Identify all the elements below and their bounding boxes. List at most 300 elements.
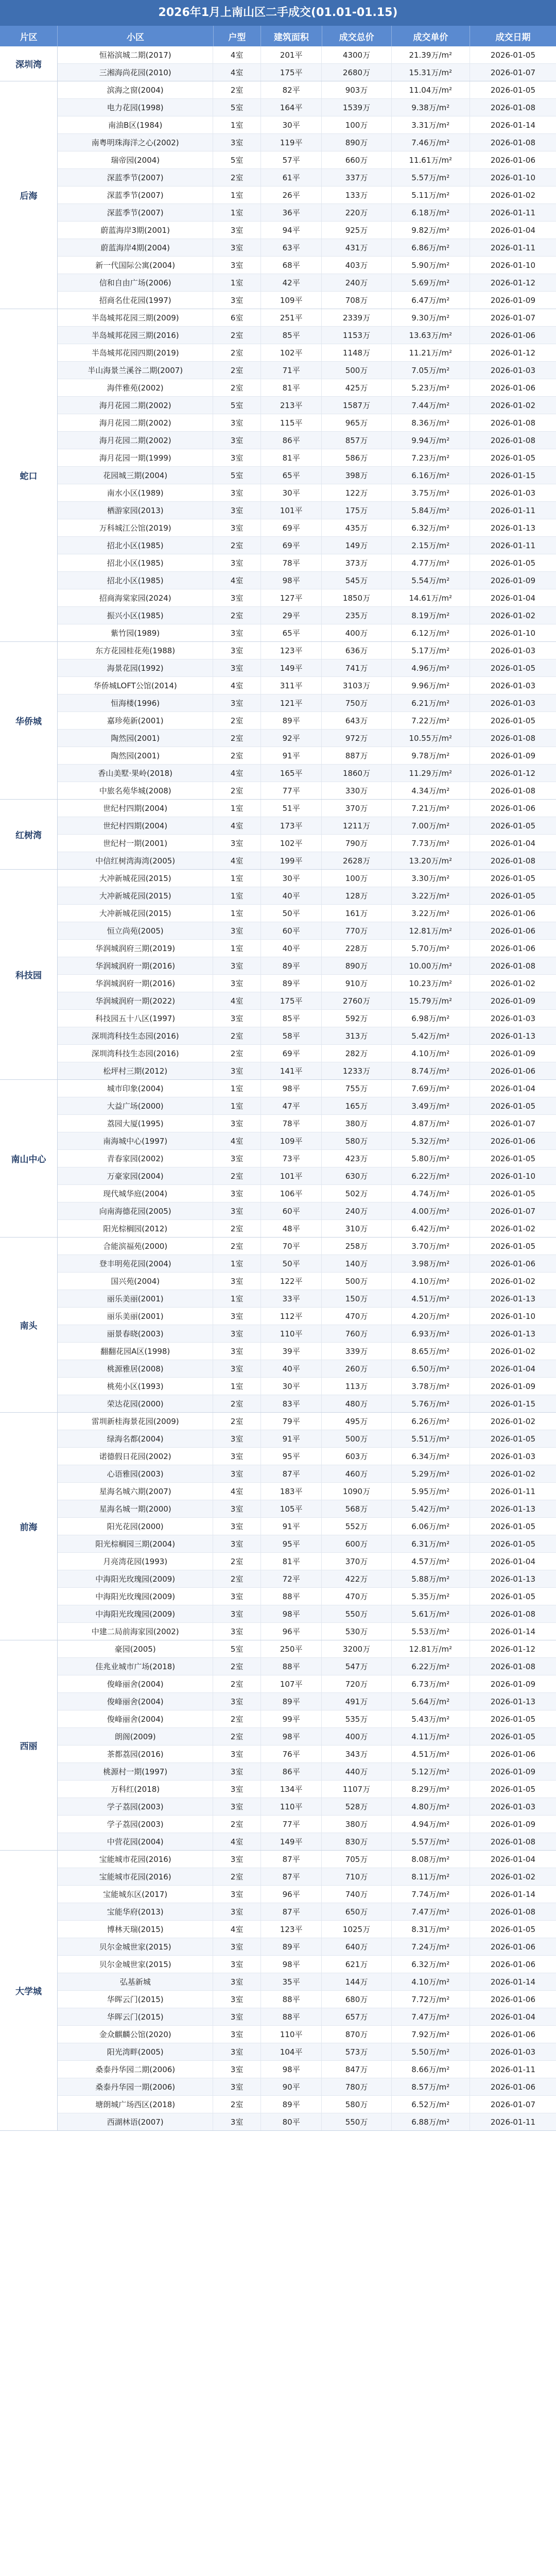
table-row <box>58 1325 556 1343</box>
cell-community: 星海名城一期(2000) <box>58 1500 213 1517</box>
cell-unit-price: 4.51万/m² <box>392 1290 470 1307</box>
cell-date: 2026-01-06 <box>490 330 536 340</box>
cell-community: 学子荔园(2003) <box>58 1798 213 1815</box>
cell-total-price: 1211万 <box>322 817 391 834</box>
cell-date: 2026-01-09 <box>490 1381 536 1391</box>
cell-community: 雷圳新桂海景花园(2009) <box>58 1413 213 1430</box>
cell-total-price: 100万 <box>322 116 391 133</box>
cell-total-price: 337万 <box>322 169 391 186</box>
cell-total-price: 755万 <box>322 1080 391 1097</box>
cell-community: 恒立尚苑(2005) <box>58 922 213 939</box>
cell-date: 2026-01-10 <box>490 1171 536 1181</box>
cell-community: 城市印象(2004) <box>58 1080 213 1097</box>
cell-layout: 3室 <box>213 257 261 274</box>
cell-community: 豪园(2005) <box>58 1640 213 1657</box>
table-row <box>58 1132 556 1150</box>
cell-unit-price: 5.42万/m² <box>392 1027 470 1044</box>
district-name: 西丽 <box>0 1640 58 1850</box>
table-row <box>58 2061 556 2078</box>
cell-area: 58平 <box>261 1027 322 1044</box>
cell-area: 61平 <box>261 169 322 186</box>
cell-date: 2026-01-03 <box>490 646 536 655</box>
cell-date: 2026-01-09 <box>490 575 536 585</box>
cell-date: 2026-01-06 <box>490 1994 536 2004</box>
cell-layout: 1室 <box>213 1255 261 1272</box>
cell-area: 164平 <box>261 99 322 116</box>
table-row <box>58 344 556 362</box>
cell-date: 2026-01-06 <box>490 1066 536 1076</box>
cell-unit-price: 7.00万/m² <box>392 817 470 834</box>
cell-layout: 2室 <box>213 1220 261 1237</box>
cell-community: 招北小区(1985) <box>58 554 213 571</box>
table-row <box>58 1973 556 1991</box>
cell-total-price: 150万 <box>322 1290 391 1307</box>
cell-layout: 1室 <box>213 905 261 922</box>
cell-date: 2026-01-15 <box>490 1399 536 1409</box>
cell-community: 东方花园桂花苑(1988) <box>58 642 213 659</box>
table-row <box>58 1921 556 1938</box>
cell-total-price: 710万 <box>322 1868 391 1885</box>
cell-date: 2026-01-02 <box>490 400 536 410</box>
cell-layout: 1室 <box>213 1378 261 1395</box>
cell-date: 2026-01-11 <box>490 2064 536 2074</box>
cell-date: 2026-01-04 <box>490 838 536 848</box>
cell-community: 万科红(2018) <box>58 1781 213 1798</box>
cell-community: 翻翻花园A区(1998) <box>58 1343 213 1360</box>
cell-layout: 2室 <box>213 1553 261 1570</box>
cell-community: 深圳湾科技生态园(2016) <box>58 1027 213 1044</box>
cell-layout: 1室 <box>213 274 261 291</box>
cell-unit-price: 5.50万/m² <box>392 2043 470 2060</box>
cell-area: 112平 <box>261 1308 322 1325</box>
cell-date: 2026-01-04 <box>490 1556 536 1566</box>
table-row <box>58 940 556 957</box>
cell-layout: 1室 <box>213 870 261 887</box>
cell-unit-price: 8.74万/m² <box>392 1062 470 1079</box>
cell-total-price: 235万 <box>322 607 391 624</box>
cell-total-price: 2760万 <box>322 992 391 1009</box>
cell-layout: 3室 <box>213 1500 261 1517</box>
cell-community: 登丰明苑花园(2004) <box>58 1255 213 1272</box>
cell-total-price: 423万 <box>322 1150 391 1167</box>
cell-date: 2026-01-08 <box>490 435 536 445</box>
cell-area: 70平 <box>261 1238 322 1255</box>
cell-community: 贝尔金城世家(2015) <box>58 1956 213 1973</box>
cell-total-price: 175万 <box>322 502 391 519</box>
cell-community: 向南海德花园(2005) <box>58 1202 213 1219</box>
cell-total-price: 260万 <box>322 1360 391 1377</box>
cell-community: 塘朗城广场西区(2018) <box>58 2096 213 2113</box>
cell-layout: 2室 <box>213 712 261 729</box>
cell-total-price: 500万 <box>322 1273 391 1290</box>
cell-community: 贝尔金城世家(2015) <box>58 1938 213 1955</box>
cell-unit-price: 6.32万/m² <box>392 1956 470 1973</box>
cell-unit-price: 5.88万/m² <box>392 1570 470 1587</box>
cell-area: 79平 <box>261 1413 322 1430</box>
cell-unit-price: 5.35万/m² <box>392 1588 470 1605</box>
cell-community: 中信红树湾海湾(2005) <box>58 852 213 869</box>
table-row <box>58 379 556 397</box>
cell-layout: 3室 <box>213 1623 261 1640</box>
cell-layout: 3室 <box>213 2078 261 2095</box>
cell-unit-price: 5.32万/m² <box>392 1132 470 1149</box>
cell-total-price: 830万 <box>322 1833 391 1850</box>
cell-layout: 1室 <box>213 1290 261 1307</box>
cell-layout: 4室 <box>213 572 261 589</box>
cell-date: 2026-01-05 <box>490 1154 536 1163</box>
cell-community: 海月花园二期(2002) <box>58 432 213 449</box>
cell-total-price: 903万 <box>322 81 391 98</box>
cell-area: 69平 <box>261 537 322 554</box>
cell-area: 30平 <box>261 870 322 887</box>
cell-layout: 3室 <box>213 1535 261 1552</box>
cell-total-price: 535万 <box>322 1710 391 1727</box>
cell-community: 滨海之窗(2004) <box>58 81 213 98</box>
cell-unit-price: 8.31万/m² <box>392 1921 470 1938</box>
cell-community: 荣达花园(2000) <box>58 1395 213 1412</box>
cell-area: 57平 <box>261 151 322 168</box>
cell-date: 2026-01-05 <box>490 716 536 725</box>
cell-community: 招商海棠家园(2024) <box>58 589 213 606</box>
cell-area: 87平 <box>261 1903 322 1920</box>
cell-total-price: 425万 <box>322 379 391 396</box>
table-row <box>58 1816 556 1833</box>
cell-area: 102平 <box>261 835 322 852</box>
cell-area: 149平 <box>261 659 322 676</box>
cell-layout: 2室 <box>213 1728 261 1745</box>
cell-area: 121平 <box>261 694 322 711</box>
cell-area: 87平 <box>261 1851 322 1868</box>
cell-unit-price: 6.88万/m² <box>392 2113 470 2130</box>
cell-date: 2026-01-05 <box>490 1101 536 1111</box>
cell-total-price: 573万 <box>322 2043 391 2060</box>
cell-community: 中旅名苑华城(2008) <box>58 782 213 799</box>
cell-date: 2026-01-06 <box>490 926 536 936</box>
cell-area: 96平 <box>261 1623 322 1640</box>
cell-area: 95平 <box>261 1448 322 1465</box>
cell-unit-price: 4.77万/m² <box>392 554 470 571</box>
cell-date: 2026-01-02 <box>490 1416 536 1426</box>
cell-layout: 2室 <box>213 747 261 764</box>
cell-community: 桃苑小区(1993) <box>58 1378 213 1395</box>
cell-community: 南海城中心(1997) <box>58 1132 213 1149</box>
cell-unit-price: 5.53万/m² <box>392 1623 470 1640</box>
cell-total-price: 550万 <box>322 2113 391 2130</box>
cell-total-price: 4300万 <box>322 46 391 63</box>
cell-area: 199平 <box>261 852 322 869</box>
cell-area: 60平 <box>261 922 322 939</box>
cell-layout: 3室 <box>213 502 261 519</box>
district-group <box>0 81 556 309</box>
cell-date: 2026-01-03 <box>490 2047 536 2057</box>
table-row <box>58 1728 556 1745</box>
cell-unit-price: 6.26万/m² <box>392 1413 470 1430</box>
cell-area: 33平 <box>261 1290 322 1307</box>
cell-total-price: 2628万 <box>322 852 391 869</box>
cell-date: 2026-01-13 <box>490 523 536 533</box>
cell-area: 69平 <box>261 1045 322 1062</box>
cell-layout: 3室 <box>213 1448 261 1465</box>
cell-date: 2026-01-09 <box>490 1819 536 1829</box>
cell-area: 101平 <box>261 1167 322 1184</box>
cell-total-price: 910万 <box>322 975 391 992</box>
cell-total-price: 3200万 <box>322 1640 391 1657</box>
table-row <box>58 414 556 432</box>
cell-unit-price: 12.81万/m² <box>392 922 470 939</box>
cell-unit-price: 8.65万/m² <box>392 1343 470 1360</box>
cell-date: 2026-01-11 <box>490 243 536 252</box>
table-row <box>58 870 556 887</box>
page-title: 2026年1月上南山区二手成交(01.01-01.15) <box>0 0 556 26</box>
cell-unit-price: 4.10万/m² <box>392 1045 470 1062</box>
cell-area: 73平 <box>261 1150 322 1167</box>
cell-total-price: 220万 <box>322 204 391 221</box>
cell-unit-price: 5.17万/m² <box>392 642 470 659</box>
cell-layout: 3室 <box>213 484 261 501</box>
cell-unit-price: 9.38万/m² <box>392 99 470 116</box>
cell-total-price: 870万 <box>322 2026 391 2043</box>
table-row <box>58 1500 556 1518</box>
cell-total-price: 1153万 <box>322 327 391 344</box>
cell-total-price: 660万 <box>322 151 391 168</box>
cell-community: 恒海楼(1996) <box>58 694 213 711</box>
cell-community: 嘉珍苑新(2001) <box>58 712 213 729</box>
table-row <box>58 1710 556 1728</box>
cell-community: 海景花园(1992) <box>58 659 213 676</box>
cell-date: 2026-01-06 <box>490 1259 536 1268</box>
cell-area: 69平 <box>261 519 322 536</box>
cell-area: 86平 <box>261 432 322 449</box>
cell-area: 89平 <box>261 957 322 974</box>
table-row <box>58 957 556 975</box>
cell-unit-price: 9.30万/m² <box>392 309 470 326</box>
cell-layout: 2室 <box>213 81 261 98</box>
cell-area: 110平 <box>261 2026 322 2043</box>
cell-unit-price: 6.12万/m² <box>392 624 470 641</box>
cell-total-price: 373万 <box>322 554 391 571</box>
cell-layout: 3室 <box>213 1745 261 1762</box>
cell-unit-price: 11.04万/m² <box>392 81 470 98</box>
cell-layout: 4室 <box>213 64 261 81</box>
cell-area: 76平 <box>261 1745 322 1762</box>
district-name: 华侨城 <box>0 642 58 799</box>
cell-area: 201平 <box>261 46 322 63</box>
cell-community: 中海阳光玫瑰园(2009) <box>58 1570 213 1587</box>
cell-area: 39平 <box>261 1343 322 1360</box>
table-row <box>58 99 556 116</box>
cell-date: 2026-01-09 <box>490 1767 536 1776</box>
cell-unit-price: 3.49万/m² <box>392 1097 470 1114</box>
cell-date: 2026-01-04 <box>490 225 536 235</box>
cell-area: 30平 <box>261 1378 322 1395</box>
cell-total-price: 640万 <box>322 1938 391 1955</box>
cell-date: 2026-01-06 <box>490 2082 536 2092</box>
cell-area: 82平 <box>261 81 322 98</box>
table-row <box>58 817 556 835</box>
district-group <box>0 309 556 642</box>
cell-community: 科技园五十八区(1997) <box>58 1010 213 1027</box>
cell-community: 国兴苑(2004) <box>58 1273 213 1290</box>
table-row <box>58 1343 556 1360</box>
cell-community: 桃源村一期(1997) <box>58 1763 213 1780</box>
header-total-price: 成交总价 <box>322 26 392 46</box>
cell-community: 万豪家园(2004) <box>58 1167 213 1184</box>
cell-community: 阳光棕榈园三期(2004) <box>58 1535 213 1552</box>
cell-layout: 2室 <box>213 1675 261 1692</box>
cell-community: 半山海景兰溪谷二期(2007) <box>58 362 213 379</box>
cell-unit-price: 8.19万/m² <box>392 607 470 624</box>
cell-unit-price: 5.80万/m² <box>392 1150 470 1167</box>
cell-date: 2026-01-07 <box>490 1206 536 1216</box>
cell-community: 心语雅园(2003) <box>58 1465 213 1482</box>
cell-total-price: 1148万 <box>322 344 391 361</box>
cell-area: 85平 <box>261 327 322 344</box>
table-row <box>58 1027 556 1045</box>
cell-unit-price: 7.74万/m² <box>392 1886 470 1903</box>
cell-unit-price: 3.75万/m² <box>392 484 470 501</box>
cell-unit-price: 9.82万/m² <box>392 222 470 239</box>
header-district: 片区 <box>0 26 58 46</box>
cell-layout: 2室 <box>213 1658 261 1675</box>
cell-layout: 4室 <box>213 852 261 869</box>
cell-layout: 3室 <box>213 1693 261 1710</box>
cell-layout: 3室 <box>213 1763 261 1780</box>
table-row <box>58 1010 556 1027</box>
cell-layout: 3室 <box>213 1938 261 1955</box>
cell-area: 122平 <box>261 1273 322 1290</box>
cell-unit-price: 7.24万/m² <box>392 1938 470 1955</box>
district-name: 前海 <box>0 1413 58 1640</box>
table-row <box>58 1378 556 1395</box>
cell-layout: 4室 <box>213 677 261 694</box>
cell-unit-price: 4.10万/m² <box>392 1973 470 1990</box>
cell-unit-price: 3.22万/m² <box>392 887 470 904</box>
cell-community: 中海阳光玫瑰园(2009) <box>58 1588 213 1605</box>
table-row <box>58 589 556 607</box>
table-row <box>58 992 556 1010</box>
header-date: 成交日期 <box>495 32 531 43</box>
table-row <box>58 887 556 905</box>
cell-total-price: 403万 <box>322 257 391 274</box>
district-group <box>0 870 556 1080</box>
cell-area: 165平 <box>261 765 322 782</box>
cell-unit-price: 3.78万/m² <box>392 1378 470 1395</box>
cell-date: 2026-01-05 <box>490 1924 536 1934</box>
cell-unit-price: 7.72万/m² <box>392 1991 470 2008</box>
table-row <box>58 1833 556 1850</box>
cell-layout: 2室 <box>213 782 261 799</box>
table-row <box>58 502 556 519</box>
cell-unit-price: 8.11万/m² <box>392 1868 470 1885</box>
cell-area: 50平 <box>261 1255 322 1272</box>
cell-total-price: 422万 <box>322 1570 391 1587</box>
cell-area: 91平 <box>261 747 322 764</box>
cell-layout: 5室 <box>213 1640 261 1657</box>
cell-unit-price: 4.80万/m² <box>392 1798 470 1815</box>
cell-total-price: 495万 <box>322 1413 391 1430</box>
cell-community: 华润城润府三期(2019) <box>58 940 213 957</box>
cell-layout: 5室 <box>213 467 261 484</box>
cell-total-price: 144万 <box>322 1973 391 1990</box>
cell-total-price: 2680万 <box>322 64 391 81</box>
cell-date: 2026-01-03 <box>490 1451 536 1461</box>
cell-area: 94平 <box>261 222 322 239</box>
cell-date: 2026-01-07 <box>490 67 536 77</box>
cell-layout: 3室 <box>213 659 261 676</box>
cell-community: 世纪村一期(2001) <box>58 835 213 852</box>
cell-date: 2026-01-10 <box>490 260 536 270</box>
cell-area: 89平 <box>261 975 322 992</box>
header-community: 小区 <box>58 26 213 46</box>
cell-total-price: 339万 <box>322 1343 391 1360</box>
cell-layout: 2室 <box>213 730 261 747</box>
cell-layout: 4室 <box>213 1833 261 1850</box>
cell-date: 2026-01-04 <box>490 593 536 603</box>
cell-total-price: 100万 <box>322 870 391 887</box>
table-row <box>58 327 556 344</box>
cell-layout: 3室 <box>213 2026 261 2043</box>
table-row <box>58 1518 556 1535</box>
cell-date: 2026-01-06 <box>490 2029 536 2039</box>
cell-area: 40平 <box>261 887 322 904</box>
cell-layout: 6室 <box>213 309 261 326</box>
cell-total-price: 545万 <box>322 572 391 589</box>
table-row <box>58 694 556 712</box>
table-row <box>58 712 556 730</box>
table-row <box>58 1097 556 1115</box>
district-name: 南头 <box>0 1238 58 1412</box>
cell-total-price: 1025万 <box>322 1921 391 1938</box>
cell-area: 96平 <box>261 1886 322 1903</box>
cell-area: 105平 <box>261 1500 322 1517</box>
cell-layout: 4室 <box>213 46 261 63</box>
cell-area: 109平 <box>261 292 322 309</box>
cell-layout: 3室 <box>213 2043 261 2060</box>
cell-area: 98平 <box>261 1080 322 1097</box>
cell-date: 2026-01-12 <box>490 348 536 358</box>
cell-unit-price: 7.22万/m² <box>392 712 470 729</box>
table-row <box>58 222 556 239</box>
cell-unit-price: 4.20万/m² <box>392 1308 470 1325</box>
table-row <box>58 1991 556 2008</box>
cell-unit-price: 4.57万/m² <box>392 1553 470 1570</box>
cell-unit-price: 14.61万/m² <box>392 589 470 606</box>
cell-date: 2026-01-05 <box>490 1732 536 1741</box>
cell-community: 宝能城市花园(2016) <box>58 1851 213 1868</box>
cell-community: 丽乐美丽(2001) <box>58 1290 213 1307</box>
cell-layout: 1室 <box>213 940 261 957</box>
cell-date: 2026-01-03 <box>490 698 536 708</box>
cell-unit-price: 12.81万/m² <box>392 1640 470 1657</box>
cell-date: 2026-01-05 <box>490 1784 536 1794</box>
cell-date: 2026-01-06 <box>490 1749 536 1759</box>
table-row <box>58 765 556 782</box>
cell-layout: 3室 <box>213 134 261 151</box>
table-row <box>58 1798 556 1816</box>
table-row <box>58 1535 556 1553</box>
cell-total-price: 760万 <box>322 1325 391 1342</box>
cell-unit-price: 5.54万/m² <box>392 572 470 589</box>
cell-date: 2026-01-08 <box>490 138 536 147</box>
table-row <box>58 64 556 81</box>
cell-community: 招北小区(1985) <box>58 537 213 554</box>
cell-date: 2026-01-05 <box>490 1539 536 1549</box>
cell-date: 2026-01-02 <box>490 190 536 200</box>
table-row <box>58 151 556 169</box>
cell-area: 89平 <box>261 1938 322 1955</box>
cell-unit-price: 5.95万/m² <box>392 1483 470 1500</box>
table-row <box>58 292 556 309</box>
